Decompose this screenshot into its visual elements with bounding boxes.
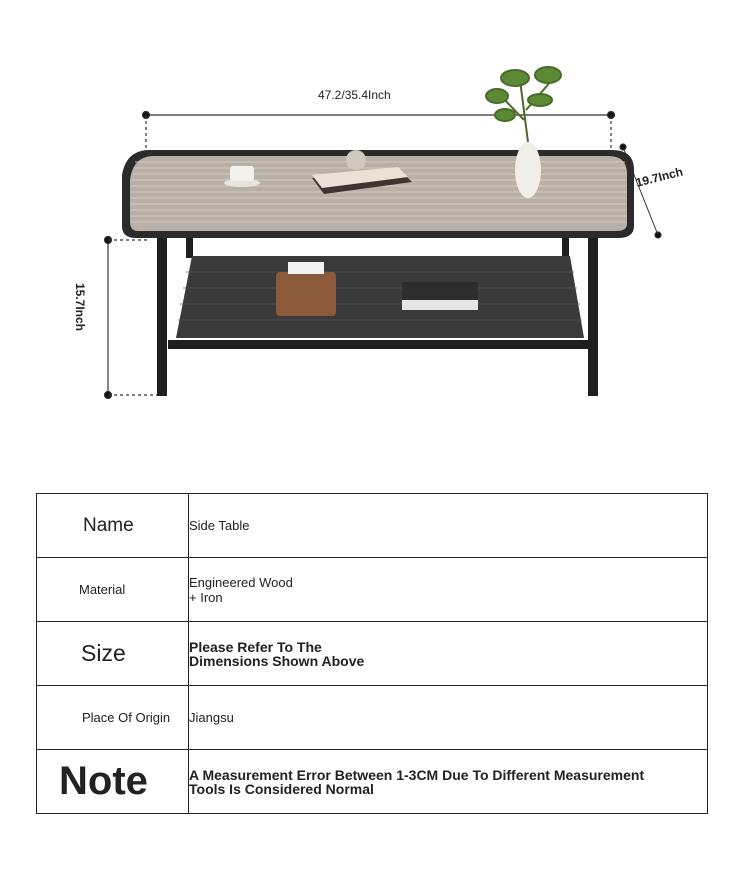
- spec-value: Dimensions Shown Above: [189, 652, 365, 669]
- spec-row-material: [37, 558, 708, 622]
- rattan-shelf: [176, 256, 584, 338]
- height-dimension-label: 15.7Inch: [73, 282, 88, 332]
- spec-value-cell: [189, 750, 708, 814]
- spec-value: + Iron: [189, 589, 223, 605]
- spec-label: Place Of Origin: [82, 710, 171, 725]
- spec-value-cell: [189, 558, 708, 622]
- spec-label: Name: [83, 514, 134, 536]
- spec-value-cell: [189, 686, 708, 750]
- spec-row-name: [37, 494, 708, 558]
- spec-row-size: [37, 622, 708, 686]
- depth-dimension-label: 19.7Inch: [634, 164, 685, 190]
- spec-value: Please Refer To The: [189, 638, 322, 655]
- spec-label-cell: [37, 686, 189, 750]
- spec-label: Material: [79, 582, 126, 597]
- spec-label: Size: [81, 640, 126, 666]
- width-dimension-label: 47.2/35.4Inch: [318, 88, 391, 102]
- spec-row-origin: [37, 686, 708, 750]
- spec-value-cell: [189, 494, 708, 558]
- spec-value: A Measurement Error Between 1-3CM Due To Different Measurement: [189, 766, 645, 783]
- spec-label-cell: [37, 558, 189, 622]
- spec-label: Note: [59, 759, 148, 803]
- spec-value: Tools Is Considered Normal: [189, 780, 374, 797]
- spec-value: Jiangsu: [189, 710, 234, 725]
- spec-row-note: [37, 750, 708, 814]
- spec-value-cell: [189, 622, 708, 686]
- spec-value: Side Table: [189, 518, 250, 533]
- spec-label-cell: [37, 622, 189, 686]
- table-top: [122, 150, 634, 238]
- spec-value: Engineered Wood: [189, 574, 293, 590]
- spec-label-cell: [37, 494, 189, 558]
- spec-label-cell: [37, 750, 189, 814]
- spec-table: [36, 493, 708, 814]
